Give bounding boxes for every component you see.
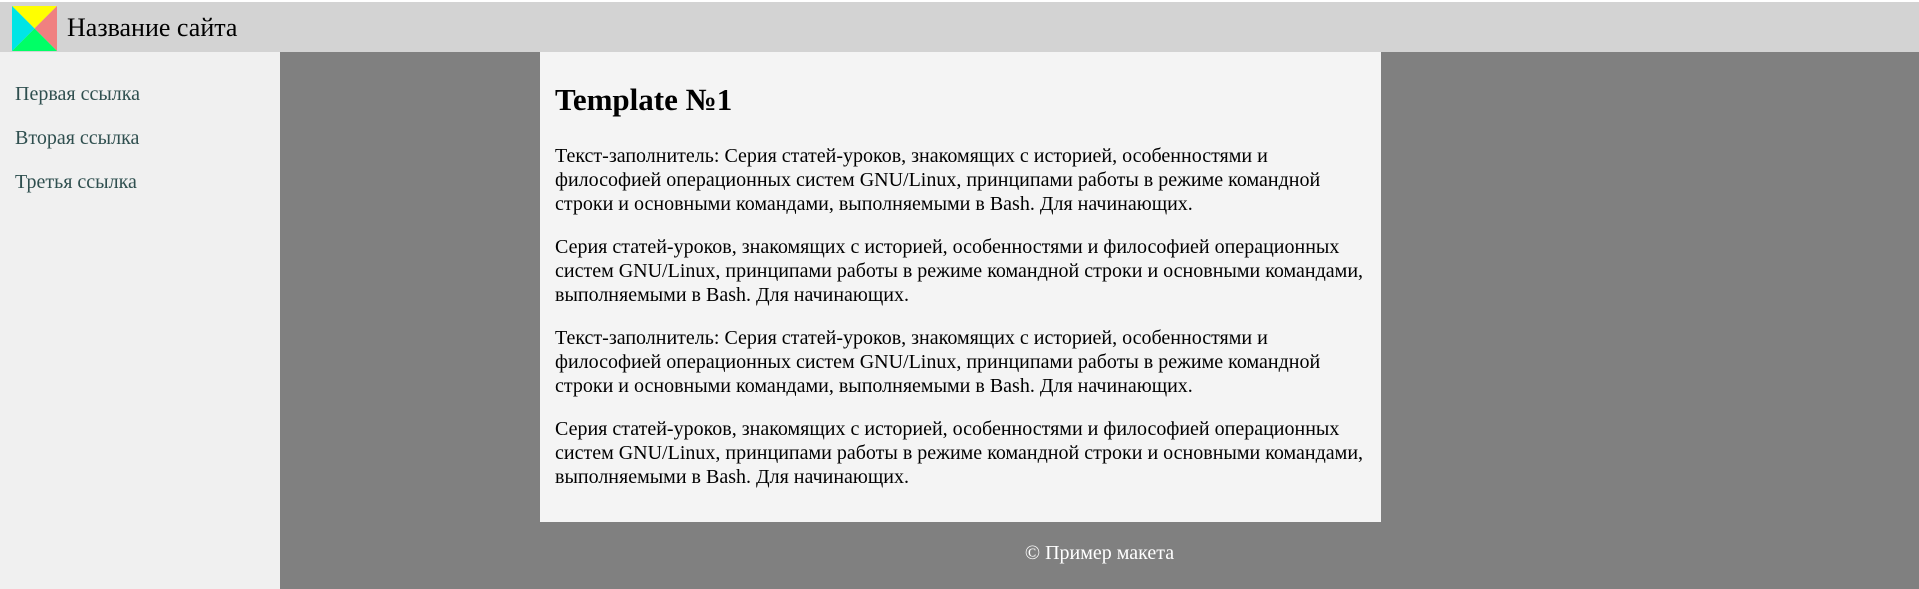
content-paragraph-2: Серия статей-уроков, знакомящих с историей, особенностями и философией операционных систем GNU/Linux, принципами работы в режиме командной строки и основными командами, выполняемыми в Bash. Для начинающих. — [555, 236, 1364, 306]
site-title: Название сайта — [67, 13, 238, 42]
sidebar-link-third[interactable]: Третья ссылка — [15, 171, 137, 193]
content-paragraph-4: Серия статей-уроков, знакомящих с историей, особенностями и философией операционных систем GNU/Linux, принципами работы в режиме командной строки и основными командами, выполняемыми в Bash. Для начинающих. — [555, 418, 1364, 488]
site-logo-icon[interactable] — [12, 6, 57, 51]
sidebar-link-second[interactable]: Вторая ссылка — [15, 127, 140, 149]
site-header — [0, 2, 1919, 52]
content-paragraph-3: Текст-заполнитель: Серия статей-уроков, знакомящих с историей, особенностями и философией операционных систем GNU/Linux, принципами работы в режиме командной строки и основными командами, выполняемыми в Bash. Для начинающих. — [555, 327, 1321, 397]
sidebar-nav — [0, 52, 280, 589]
content-paragraph-1: Текст-заполнитель: Серия статей-уроков, знакомящих с историей, особенностями и философией операционных систем GNU/Linux, принципами работы в режиме командной строки и основными командами, выполняемыми в Bash. Для начинающих. — [555, 145, 1321, 215]
page-heading: Template №1 — [555, 82, 733, 117]
site-footer: © Пример макета — [1024, 542, 1175, 564]
sidebar-link-first[interactable]: Первая ссылка — [15, 83, 141, 105]
main-area — [280, 52, 1919, 589]
content-panel — [540, 52, 1381, 522]
